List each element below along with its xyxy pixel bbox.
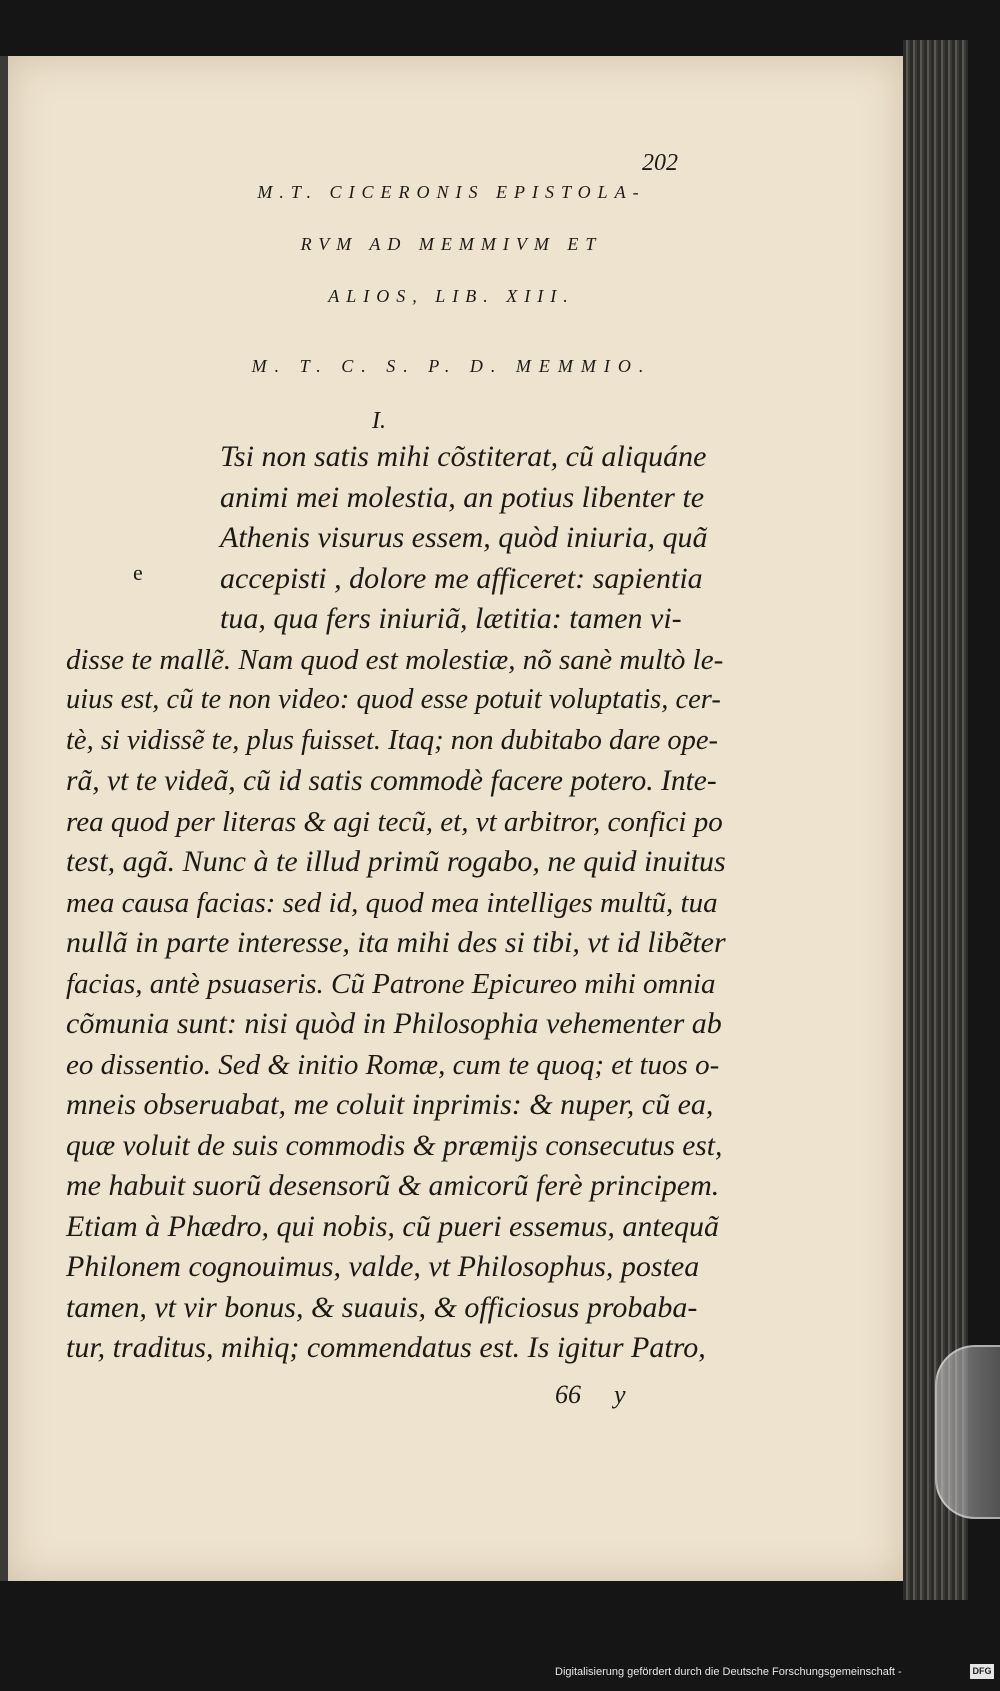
- title-line-1: M.T. CICERONIS EPISTOLA-: [257, 182, 646, 202]
- letter-number: I.: [372, 408, 386, 434]
- body-line: uius est, cũ te non video: quod esse potuit voluptatis, cer-: [66, 684, 721, 715]
- dfg-badge: DFG: [970, 1664, 994, 1679]
- body-line: tur, traditus, mihiq; commendatus est. Is igitur Patro,: [66, 1331, 706, 1364]
- body-line: Etiam à Phædro, qui nobis, cũ pueri essemus, antequã: [66, 1209, 720, 1243]
- body-line: tè, si vidissẽ te, plus fuisset. Itaq; non dubitabo dare ope-: [66, 724, 718, 756]
- body-line: test, agã. Nunc à te illud primũ rogabo, ne quid inuitus: [66, 845, 726, 878]
- body-line: me habuit suorũ desensorũ & amicorũ ferè principem.: [66, 1169, 720, 1202]
- body-line: tua, qua fers iniuriã, lætitia: tamen vi-: [220, 602, 682, 635]
- body-line: accepisti , dolore me afficeret: sapientia: [220, 561, 703, 595]
- body-line: mea causa facias: sed id, quod mea intelliges multũ, tua: [66, 886, 718, 919]
- footer-credit: Digitalisierung gefördert durch die Deutsche Forschungsgemeinschaft -: [555, 1666, 902, 1678]
- folio-number: 202: [642, 150, 678, 176]
- catchword: 66: [555, 1380, 581, 1409]
- body-line: quæ voluit de suis commodis & præmijs consecutus est,: [66, 1129, 723, 1162]
- body-line: disse te mallẽ. Nam quod est molestiæ, nõ sanè multò le-: [66, 643, 724, 676]
- body-line: animi mei molestia, an potius libenter te: [220, 480, 705, 514]
- margin-mark: e: [133, 560, 143, 585]
- body-line: nullã in parte interesse, ita mihi des si tibi, vt id libẽter: [66, 926, 726, 959]
- title-line-3: ALIOS, LIB. XIII.: [328, 286, 575, 306]
- signature-mark: y: [614, 1380, 626, 1409]
- body-line: cõmunia sunt: nisi quòd in Philosophia vehementer ab: [66, 1007, 722, 1040]
- body-line: mneis obseruabat, me coluit inprimis: & nuper, cũ ea,: [66, 1088, 714, 1121]
- title-line-2: RVM AD MEMMIVM ET: [300, 234, 603, 254]
- body-line: tamen, vt vir bonus, & suauis, & officiosus probaba-: [66, 1290, 698, 1324]
- body-line: rea quod per literas & agi tecũ, et, vt arbitror, confici po: [66, 805, 723, 838]
- body-line: Tsi non satis mihi cõstiterat, cũ aliquáne: [220, 440, 707, 473]
- body-line: Philonem cognouimus, valde, vt Philosophus, postea: [66, 1250, 700, 1283]
- body-line: facias, antè psuaseris. Cũ Patrone Epicureo mihi omnia: [66, 967, 716, 1000]
- body-line: rã, vt te videã, cũ id satis commodè facere potero. Inte-: [66, 765, 717, 797]
- body-line: eo dissentio. Sed & initio Romæ, cum te quoq; et tuos o-: [66, 1048, 720, 1081]
- letter-address: M. T. C. S. P. D. MEMMIO.: [251, 356, 652, 376]
- body-line: Athenis visurus essem, quòd iniuria, quã: [220, 521, 708, 554]
